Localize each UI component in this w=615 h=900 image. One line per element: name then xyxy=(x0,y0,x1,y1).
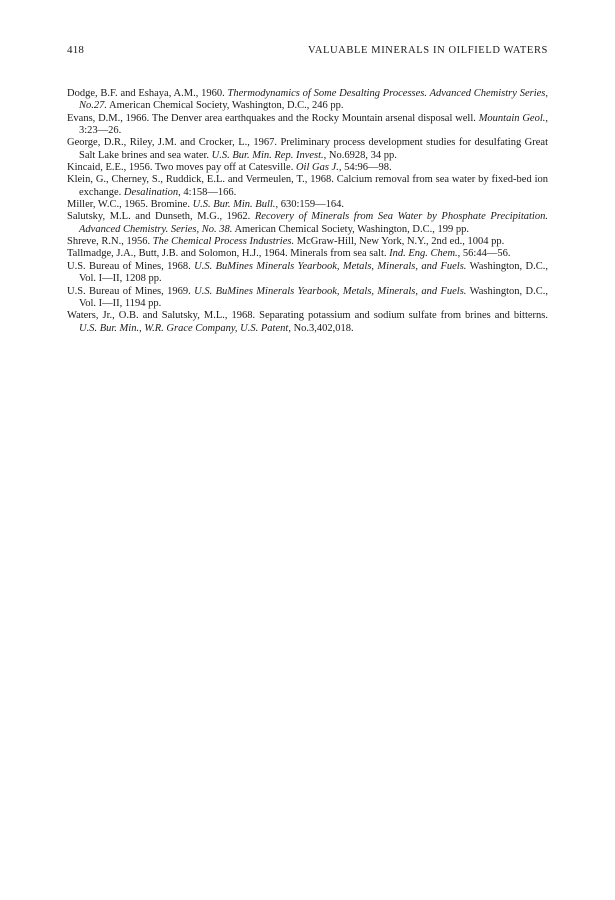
reference-text: Kincaid, E.E., 1956. Two moves pay off at Catesville. xyxy=(67,162,296,174)
reference-entry xyxy=(67,162,548,174)
reference-text: Washington, D.C., Vol. I—II, 1194 pp. xyxy=(79,285,548,309)
reference-italic-text: The Chemical Process Industries. xyxy=(152,236,295,248)
reference-entry xyxy=(67,88,548,113)
reference-italic-text: U.S. Bur. Min. Bull. xyxy=(192,199,276,211)
reference-entry xyxy=(67,286,548,311)
reference-entry xyxy=(67,199,548,211)
running-title: VALUABLE MINERALS IN OILFIELD WATERS xyxy=(308,45,548,56)
reference-text: Tallmadge, J.A., Butt, J.B. and Solomon, H.J., 1964. Minerals from sea salt. xyxy=(67,248,390,260)
reference-italic-text: Desalination xyxy=(123,186,179,198)
reference-text: , No.6928, 34 pp. xyxy=(323,149,397,161)
reference-italic-text: Ind. Eng. Chem. xyxy=(389,248,458,260)
reference-entry xyxy=(67,174,548,199)
reference-italic-text: Mountain Geol. xyxy=(478,112,546,124)
reference-entry xyxy=(67,248,548,260)
reference-text: , 56:44—56. xyxy=(457,248,511,260)
reference-text: , 4:158—166. xyxy=(178,186,237,198)
reference-text: Salutsky, M.L. and Dunseth, M.G., 1962. xyxy=(67,211,255,223)
reference-text: , 54:96—98. xyxy=(338,162,392,174)
reference-text: Klein, G., Cherney, S., Ruddick, E.L. and Vermeulen, T., 1968. Calcium removal from sea water by fixed-bed ion exchange. xyxy=(67,174,548,198)
reference-text: U.S. Bureau of Mines, 1968. xyxy=(67,260,195,272)
page-number: 418 xyxy=(67,44,85,56)
reference-text: Dodge, B.F. and Eshaya, A.M., 1960. xyxy=(67,88,228,99)
reference-text: Shreve, R.N., 1956. xyxy=(67,236,153,248)
reference-text: McGraw-Hill, New York, N.Y., 2nd ed., 1004 pp. xyxy=(294,236,505,248)
reference-text: American Chemical Society, Washington, D.C., 199 pp. xyxy=(232,223,469,235)
reference-entry xyxy=(67,261,548,286)
reference-text: American Chemical Society, Washington, D.C., 246 pp. xyxy=(107,100,344,112)
reference-italic-text: U.S. BuMines Minerals Yearbook, Metals, Minerals, and Fuels. xyxy=(194,260,467,272)
book-page xyxy=(67,44,548,335)
reference-text: Washington, D.C., Vol. I—II, 1208 pp. xyxy=(79,260,548,285)
reference-text: , 3:23—26. xyxy=(79,112,548,137)
running-head xyxy=(67,44,548,60)
reference-entry xyxy=(67,113,548,138)
reference-text: , 630:159—164. xyxy=(275,199,344,211)
reference-text: Waters, Jr., O.B. and Salutsky, M.L., 1968. Separating potassium and sodium sulfate from brines and bitterns. xyxy=(67,310,548,322)
reference-italic-text: Recovery of Minerals from Sea Water by Phosphate Precipitation. Advanced Chemistry. Series, No. 38. xyxy=(79,211,548,235)
reference-entry xyxy=(67,310,548,335)
reference-italic-text: U.S. Bur. Min., W.R. Grace Company, U.S. Patent xyxy=(79,322,289,334)
reference-entry xyxy=(67,236,548,248)
reference-text: Miller, W.C., 1965. Bromine. xyxy=(67,199,193,211)
reference-text: , No.3,402,018. xyxy=(288,322,354,334)
reference-list xyxy=(67,88,548,335)
reference-entry xyxy=(67,211,548,236)
reference-text: U.S. Bureau of Mines, 1969. xyxy=(67,285,195,297)
reference-entry xyxy=(67,137,548,162)
reference-italic-text: Thermodynamics of Some Desalting Processes. Advanced Chemistry Series, No.27. xyxy=(79,88,548,112)
reference-italic-text: Oil Gas J. xyxy=(295,162,339,174)
reference-italic-text: U.S. BuMines Minerals Yearbook, Metals, Minerals, and Fuels. xyxy=(194,285,467,297)
reference-text: George, D.R., Riley, J.M. and Crocker, L., 1967. Preliminary process development studies for desulfating Great Salt Lake brines and sea water. xyxy=(67,137,548,161)
reference-text: Evans, D.M., 1966. The Denver area earthquakes and the Rocky Mountain arsenal disposal well. xyxy=(67,112,479,124)
reference-italic-text: U.S. Bur. Min. Rep. Invest. xyxy=(211,149,324,161)
